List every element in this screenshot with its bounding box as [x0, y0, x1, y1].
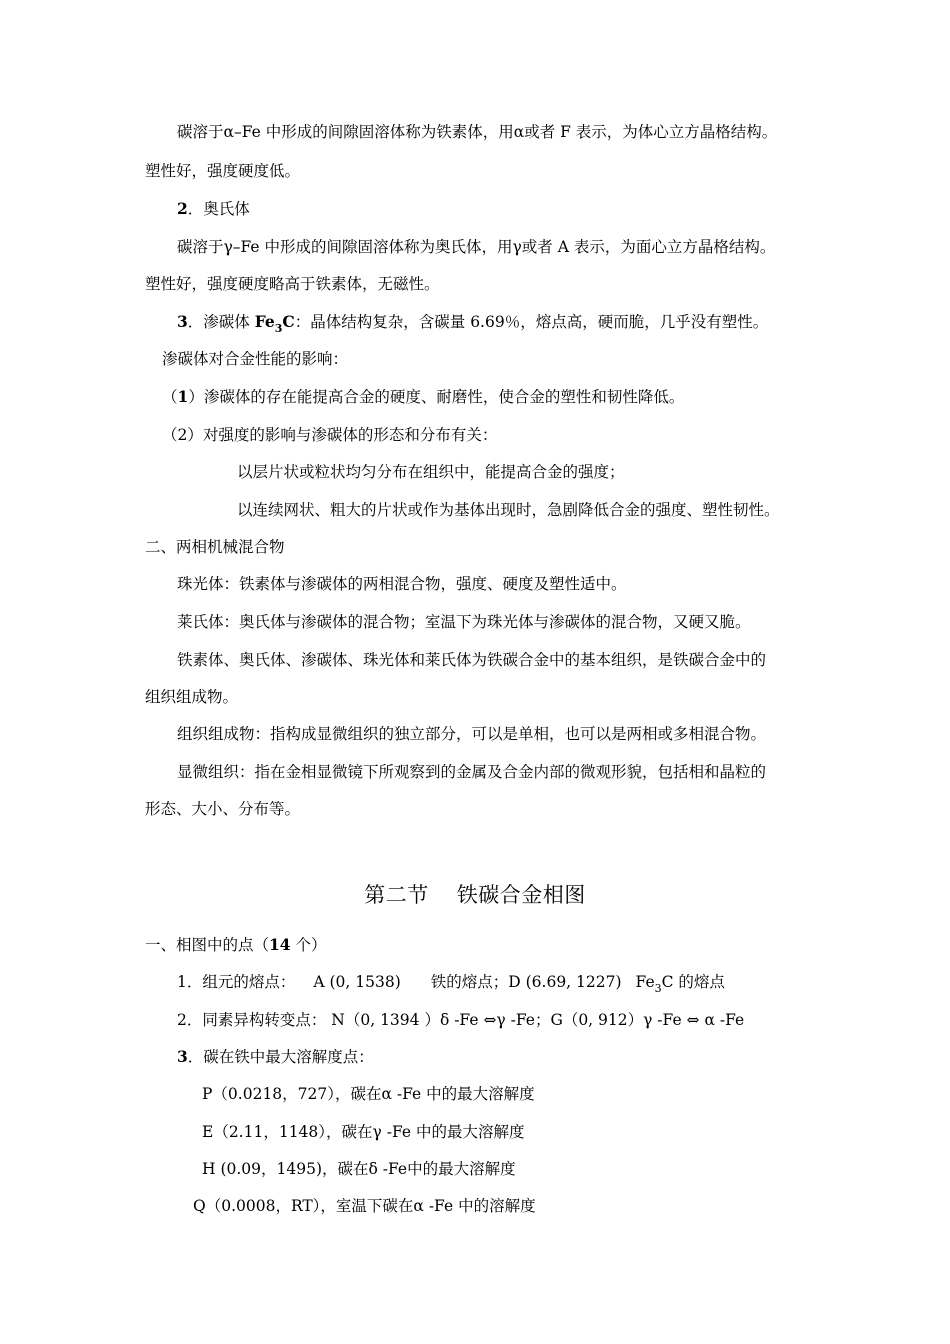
heading-cementite: [177, 312, 768, 334]
point-label: 1．组元的熔点：: [177, 973, 296, 991]
point-p: P（0.0218，727），碳在α -Fe 中的最大溶解度: [202, 1085, 535, 1103]
point-solubility-heading: [177, 1047, 374, 1067]
formula-rest: C 的熔点: [661, 973, 725, 991]
chapter-title: [0, 882, 950, 908]
paragraph-ledeburite: 莱氏体：奥氏体与渗碳体的混合物；室温下为珠光体与渗碳体的混合物，又硬又脆。: [177, 613, 751, 631]
heading-number: 2: [177, 199, 188, 218]
point-melting: [177, 972, 725, 994]
item-number: 3: [177, 1047, 188, 1066]
heading-rest: ：晶体结构复杂，含碳量 6.69％，熔点高，硬而脆，几乎没有塑性。: [294, 313, 769, 331]
paragraph-ferrite-line1: 碳溶于α–Fe 中形成的间隙固溶体称为铁素体，用α或者 F 表示，为体心立方晶格结构。: [177, 123, 778, 141]
paragraph-micro-line1: 显微组织：指在金相显微镜下所观察到的金属及合金内部的微观形貌，包括相和晶粒的: [177, 763, 767, 781]
paragraph-ferrite-line2: 塑性好，强度硬度低。: [145, 162, 301, 180]
paragraph-basic-line1: 铁素体、奥氏体、渗碳体、珠光体和莱氏体为铁碳合金中的基本组织，是铁碳合金中的: [177, 651, 767, 669]
influence-item-2b: 以连续网状、粗大的片状或作为基体出现时，急剧降低合金的强度、塑性韧性。: [237, 501, 780, 519]
formula-fe: Fe: [254, 312, 275, 331]
paren: （: [162, 388, 178, 406]
formula-subscript: 3: [274, 322, 283, 335]
item-text: ）渗碳体的存在能提高合金的硬度、耐磨性，使合金的塑性和韧性降低。: [188, 388, 685, 406]
heading-text: ．奥氏体: [187, 200, 250, 218]
chapter-number: 第二节: [364, 883, 429, 907]
point-d: 铁的熔点；D (6.69, 1227): [430, 973, 622, 991]
formula-c: C: [282, 312, 295, 331]
influence-heading: 渗碳体对合金性能的影响：: [162, 350, 349, 368]
influence-item-1: [162, 387, 684, 407]
point-h: H (0.09，1495)，碳在δ -Fe中的最大溶解度: [202, 1160, 516, 1178]
formula-subscript: 3: [654, 982, 662, 995]
paragraph-constituent: 组织组成物：指构成显微组织的独立部分，可以是单相，也可以是两相或多相混合物。: [177, 725, 767, 743]
points-heading: [145, 935, 327, 955]
points-heading-suffix: 个）: [290, 936, 327, 954]
paragraph-basic-line2: 组织组成物。: [145, 688, 239, 706]
item-number: 1: [177, 387, 189, 406]
influence-item-2a: 以层片状或粒状均匀分布在组织中，能提高合金的强度；: [237, 463, 625, 481]
heading-number: 3: [177, 312, 188, 331]
paragraph-micro-line2: 形态、大小、分布等。: [145, 800, 301, 818]
point-q: Q（0.0008，RT），室温下碳在α -Fe 中的溶解度: [193, 1197, 536, 1215]
point-a: A (0, 1538): [313, 973, 401, 991]
points-count: 14: [269, 935, 291, 954]
heading-prefix: ．渗碳体: [187, 313, 255, 331]
influence-item-2: （2）对强度的影响与渗碳体的形态和分布有关：: [162, 426, 498, 444]
chapter-name: 铁碳合金相图: [456, 883, 586, 907]
point-allotropic: 2．同素异构转变点： N（0, 1394 ）δ -Fe ⇔γ -Fe；G（0, 912）γ -Fe ⇔ α -Fe: [177, 1011, 745, 1029]
heading-austenite: [177, 199, 250, 219]
formula-fe: Fe: [635, 973, 655, 991]
points-heading-prefix: 一、相图中的点（: [145, 936, 270, 954]
item-text: ．碳在铁中最大溶解度点：: [187, 1048, 374, 1066]
paragraph-austenite-line1: 碳溶于γ–Fe 中形成的间隙固溶体称为奥氏体，用γ或者 A 表示，为面心立方晶格结构。: [177, 238, 776, 256]
paragraph-austenite-line2: 塑性好，强度硬度略高于铁素体，无磁性。: [145, 275, 440, 293]
point-e: E（2.11，1148），碳在γ -Fe 中的最大溶解度: [202, 1123, 525, 1141]
paragraph-pearlite: 珠光体：铁素体与渗碳体的两相混合物，强度、硬度及塑性适中。: [177, 575, 627, 593]
section-heading-mixtures: 二、两相机械混合物: [145, 538, 285, 556]
